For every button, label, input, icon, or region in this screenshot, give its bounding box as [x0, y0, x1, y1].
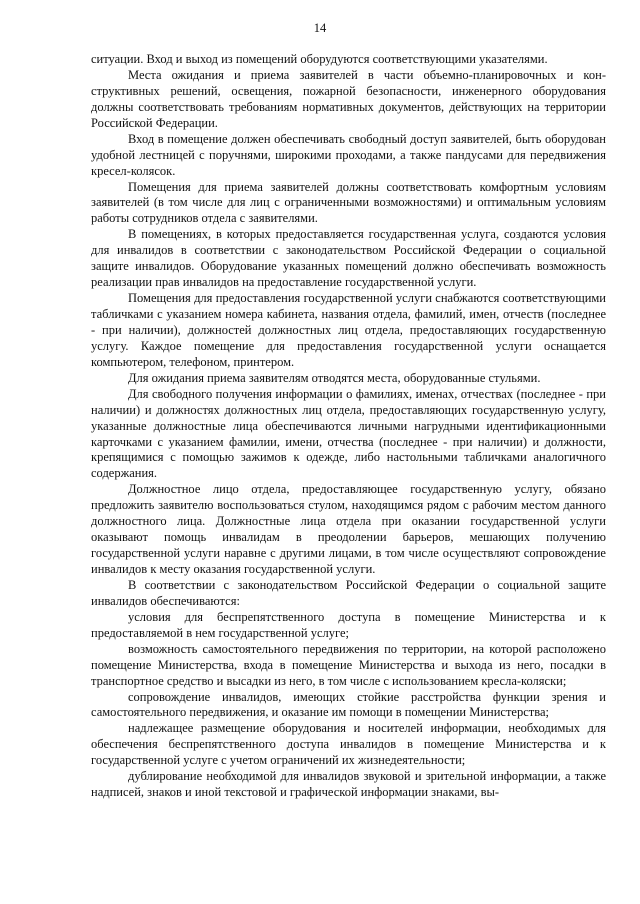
paragraph-6: Помещения для предоставления государственной услуги снабжаются соответствующими табличками с указанием номера кабинета, названия отдела, фамилий, имен, отчеств (последнее - при наличии), должностей должностных лиц отдела, предоставляющих государственную услугу. Каждое помещение для предоставления государственной услуги оснащается компьютером, телефоном, принтером. — [91, 291, 606, 369]
list-item-5: дублирование необходимой для инвалидов звуковой и зрительной информации, а также надписей, знаков и иной текстовой и графической информации знаками, вы- — [91, 769, 606, 800]
paragraph-10: В соответствии с законодательством Российской Федерации о социальной защите инвалидов обеспечиваются: — [91, 577, 606, 608]
paragraph-7: Для ожидания приема заявителям отводятся места, оборудованные стульями. — [128, 370, 541, 385]
list-item-4: надлежащее размещение оборудования и носителей информации, необходимых для обеспечения беспрепятственного доступа инвалидов в помещение Министерства и к государственной услуге с учетом ограничений их жизнедеятельности; — [91, 721, 606, 768]
list-item-2: возможность самостоятельного передвижения по территории, на которой расположено помещение Министерства, входа в помещение Министерства и выхода из него, посадки в транспортное средство и высадки из него, в том числе с использованием кресла-коляски; — [91, 641, 606, 688]
paragraph-3: Вход в помещение должен обеспечивать свободный доступ заявителей, быть оборудован удобной лестницей с поручнями, широкими проходами, а также пандусами для передвижения кресел-колясок. — [91, 131, 606, 178]
paragraph-4: Помещения для приема заявителей должны соответствовать комфортным условиям заявителей (в том числе для лиц с ограниченными возможностями) и оптимальным условиям работы сотрудников отдела с заявителями. — [91, 179, 606, 226]
paragraph-9: Должностное лицо отдела, предоставляющее государственную услугу, обязано предложить заявителю воспользоваться стулом, находящимся рядом с рабочим местом данного должностного лица. Должностные лица отдела при оказании государственной услуги оказывают помощь инвалидам в преодолении барьеров, мешающих получению государственной услуги наравне с другими лицами, в том числе осуществляют сопровождение инвалидов к месту оказания государственной услуги. — [91, 482, 606, 576]
list-item-1: условия для беспрепятственного доступа в помещение Министерства и к предоставляемой в нем государственной услуге; — [91, 609, 606, 640]
paragraph-5: В помещениях, в которых предоставляется государственная услуга, создаются условия для инвалидов в соответствии с законодательством Российской Федерации о социальной защите инвалидов. Оборудование указанных помещений должно обеспечивать возможность реализации прав инвалидов на предоставление государственной услуги. — [91, 227, 606, 290]
paragraph-2: Места ожидания и приема заявителей в части объемно-планировочных и конструктивных решений, освещения, пожарной безопасности, инженерного оборудования должны соответствовать требованиям нормативных документов, действующих на территории Российской Федерации. — [91, 67, 606, 130]
page-number: 14 — [313, 21, 327, 35]
paragraph-8: Для свободного получения информации о фамилиях, именах, отчествах (последнее - при наличии) и должностях должностных лиц отдела, предоставляющих государственную услугу, указанные должностные лица обеспечиваются личными нагрудными идентификационными карточками с указанием фамилии, имени, отчества (последнее - при наличии) и должности, крепящимися с помощью зажимов к одежде, либо настольными табличками аналогичного содержания. — [91, 386, 606, 481]
document-body — [91, 52, 606, 801]
paragraph-1: ситуации. Вход и выход из помещений оборудуются соответствующими указателями. — [91, 52, 548, 66]
list-item-3: сопровождение инвалидов, имеющих стойкие расстройства функции зрения и самостоятельного передвижения, и оказание им помощи в помещении Министерства; — [91, 689, 606, 720]
